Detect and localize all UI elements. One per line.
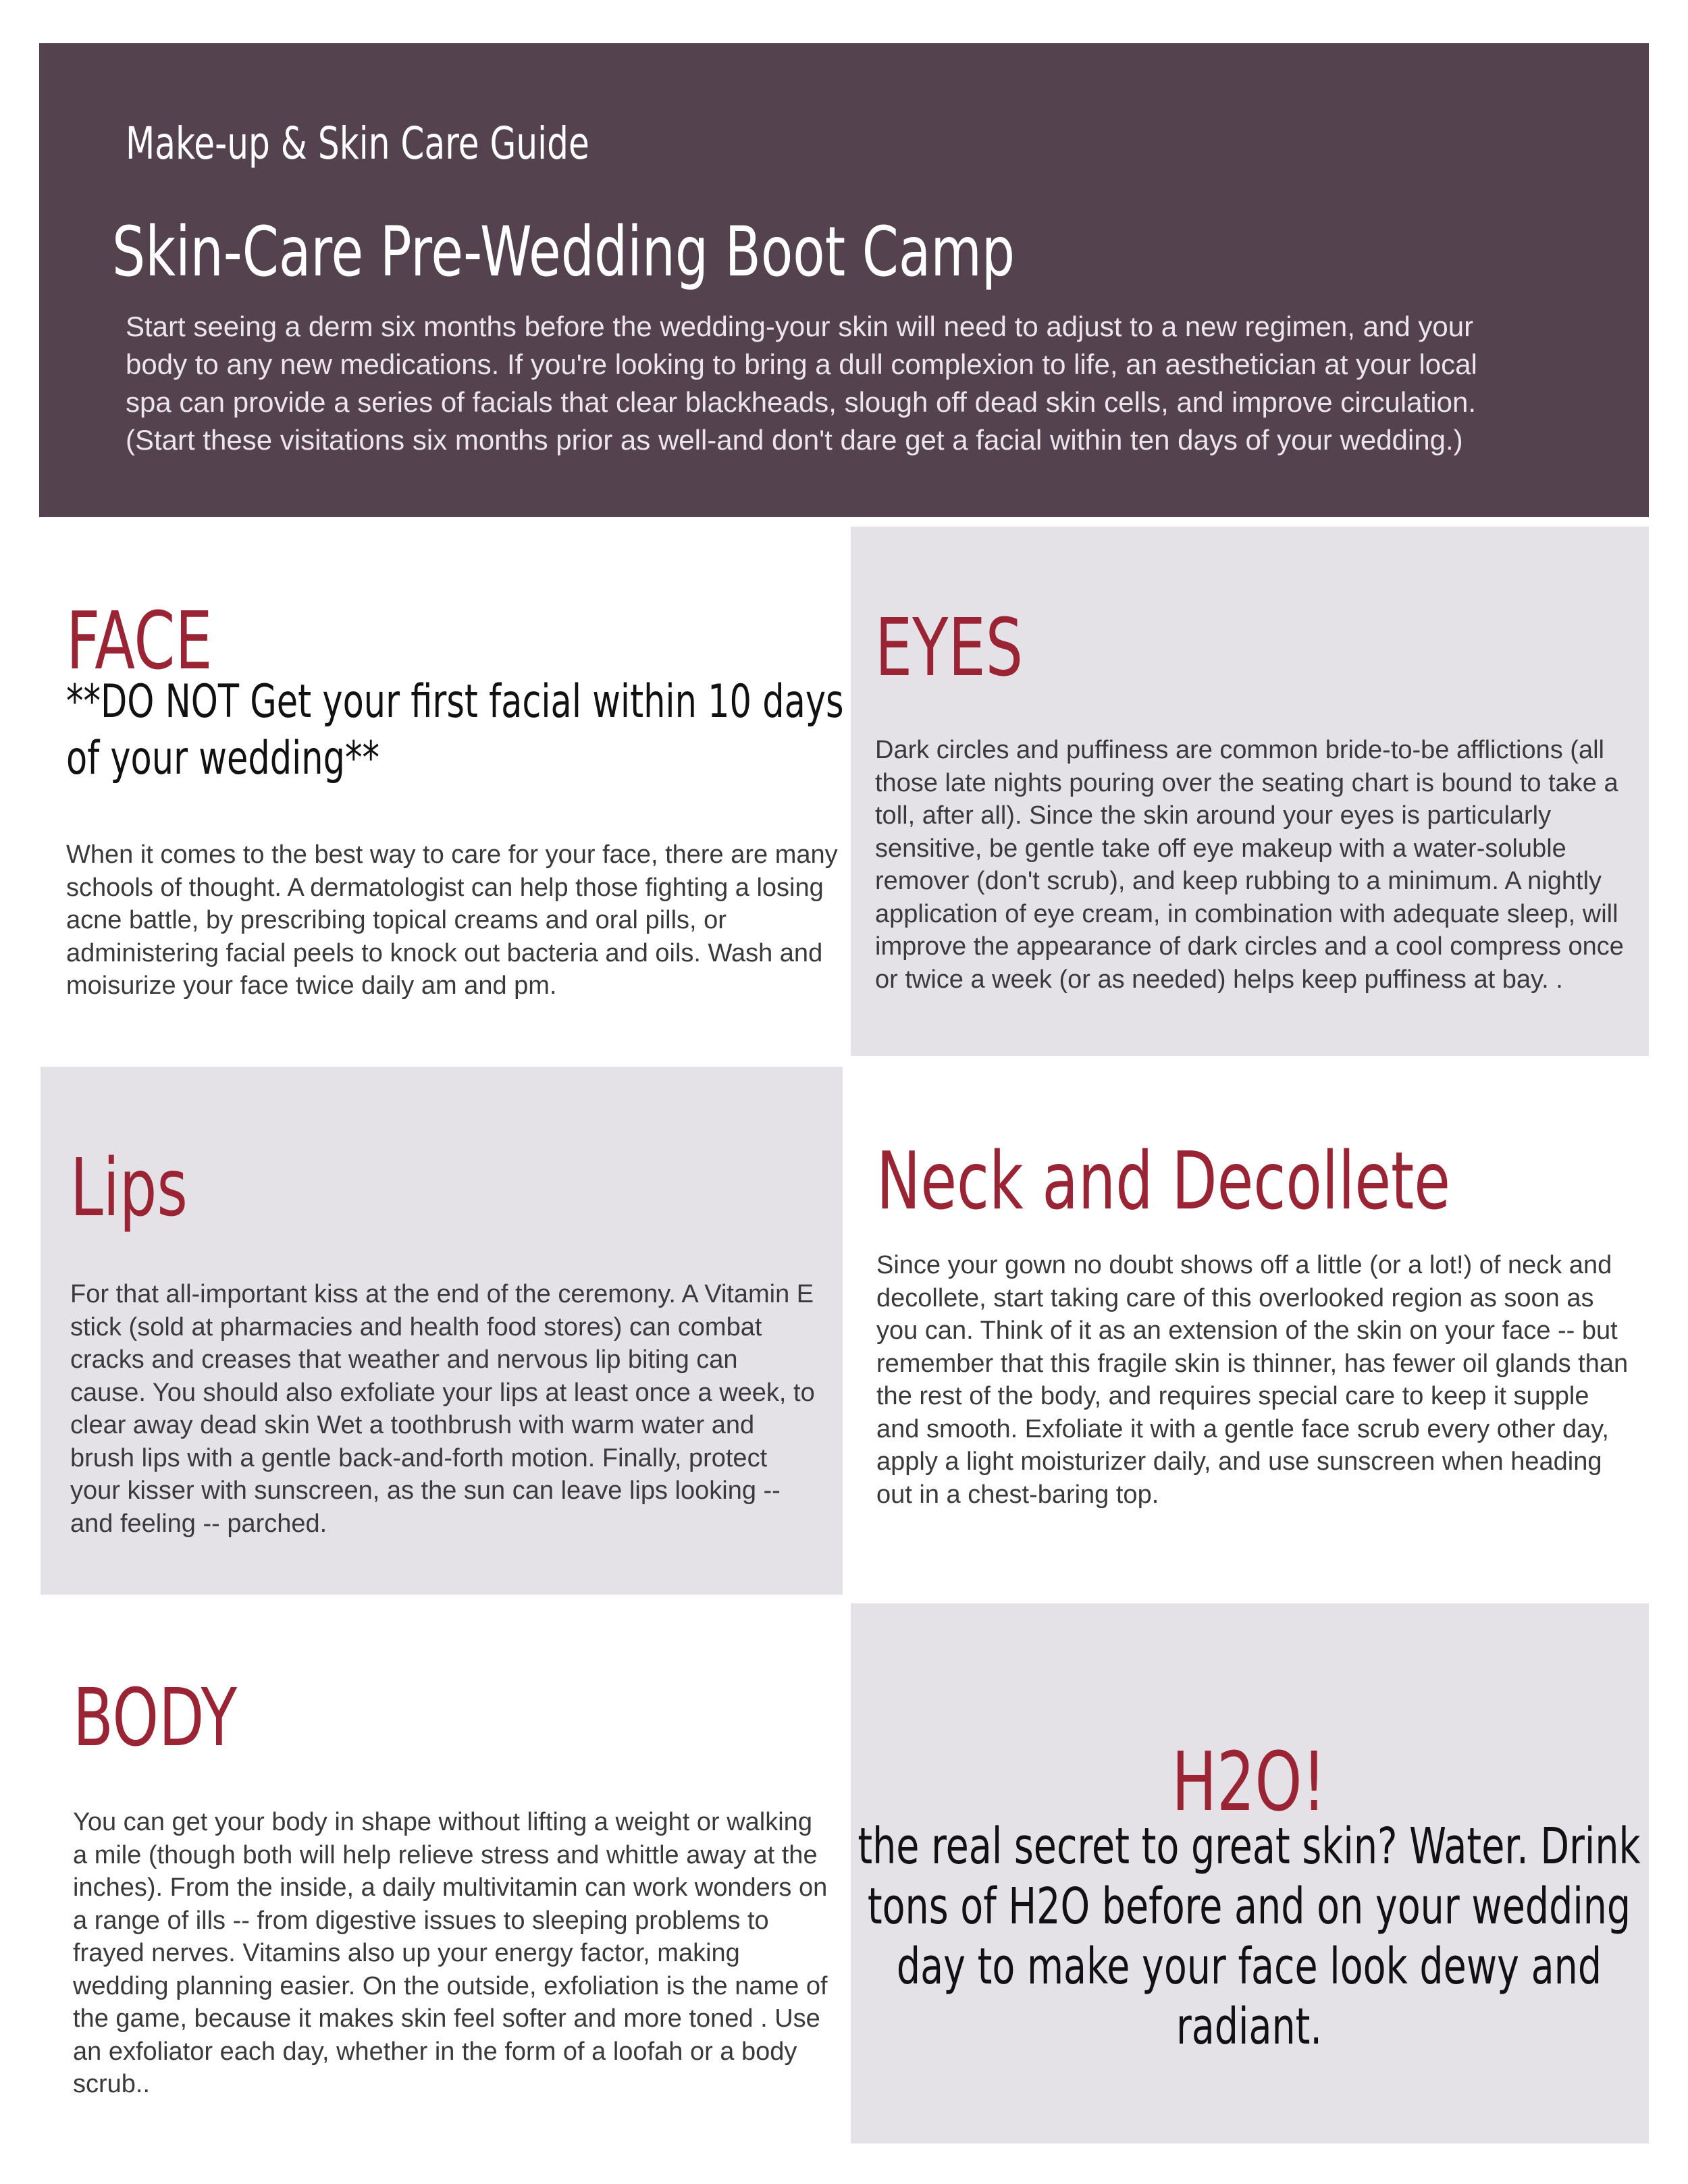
body-heading: BODY xyxy=(73,1671,237,1764)
page-title: Skin-Care Pre-Wedding Boot Camp xyxy=(112,212,1016,292)
face-heading: FACE xyxy=(66,594,213,687)
neck-text: Since your gown no doubt shows off a little (or a lot!) of neck and decollete, start taking care of this overlooked region as soon as you can. Think of it as an extension of the skin on your face -- but remember that this fragile skin is thinner, has fewer oil glands than the rest of the body, and requires special care to keep it supple and smooth. Exfoliate it with a gentle face scrub every other day, apply a light moisturizer daily, and use sunscreen when heading out in a chest-baring top. xyxy=(876,1251,1629,1509)
eyes-text: Dark circles and puffiness are common bride-to-be afflictions (all those late nights pouring over the seating chart is bound to take a toll, after all). Since the skin around your eyes is particularly sensitive, be gentle take off eye makeup with a water-soluble remover (don't scrub), and keep rubbing to a minimum. A nightly application of eye cream, in combination with adequate sleep, will improve the appearance of dark circles and a cool compress once or twice a week (or as needed) helps keep puffiness at bay. . xyxy=(875,736,1624,994)
neck-section xyxy=(851,1067,1649,1595)
h2o-callout-text: the real secret to great skin? Water. Drink tons of H2O before and on your wedding day to make your face look dewy and radiant. xyxy=(858,1817,1641,2056)
body-text: You can get your body in shape without lifting a weight or walking a mile (though both will help relieve stress and whittle away at the inches). From the inside, a daily multivitamin can work wonders on a range of ills -- from digestive issues to sleeping problems to frayed nerves. Vitamins also up your energy factor, making wedding planning easier. On the outside, exfoliation is the name of the game, because it makes skin feel softer and more toned . Use an exfoliator each day, whether in the form of a loofah or a body scrub.. xyxy=(73,1808,828,2098)
intro-paragraph: Start seeing a derm six months before the wedding-your skin will need to adjust to a new regimen, and your body to any new medications. If you're looking to bring a dull complexion to life, an aesthetician at your local spa can provide a series of facials that clear blackheads, slough off dead skin cells, and improve circulation. (Start these visitations six months prior as well-and don't dare get a facial within ten days of your wedding.) xyxy=(126,311,1477,456)
face-text: When it comes to the best way to care for your face, there are many schools of thought. A dermatologist can help those fighting a losing acne battle, by prescribing topical creams and oral pills, or administering facial peels to knock out bacteria and oils. Wash and moisurize your face twice daily am and pm. xyxy=(66,841,838,1000)
lips-text: For that all-important kiss at the end of the ceremony. A Vitamin E stick (sold at pharmacies and health food stores) can combat cracks and creases that weather and nervous lip biting can cause. You should also exfoliate your lips at least once a week, to clear away dead skin Wet a toothbrush with warm water and brush lips with a gentle back-and-forth motion. Finally, protect your kisser with sunscreen, as the sun can leave lips looking -- and feeling -- parched. xyxy=(70,1280,815,1538)
eyes-heading: EYES xyxy=(875,601,1024,694)
header-banner xyxy=(39,43,1649,517)
guide-subtitle: Make-up & Skin Care Guide xyxy=(126,117,589,169)
face-subheading: **DO NOT Get your first facial within 10 days of your wedding** xyxy=(66,675,844,785)
face-section xyxy=(39,527,843,1060)
lips-heading: Lips xyxy=(70,1141,188,1234)
h2o-heading-text: H2O! xyxy=(1171,1736,1327,1830)
neck-heading: Neck and Decollete xyxy=(876,1134,1451,1227)
eyes-section xyxy=(851,527,1649,1056)
h2o-heading xyxy=(851,1736,1647,1830)
h2o-callout xyxy=(851,1817,1647,2057)
lips-section xyxy=(41,1067,843,1595)
h2o-section xyxy=(851,1603,1649,2143)
body-section xyxy=(39,1603,843,2143)
